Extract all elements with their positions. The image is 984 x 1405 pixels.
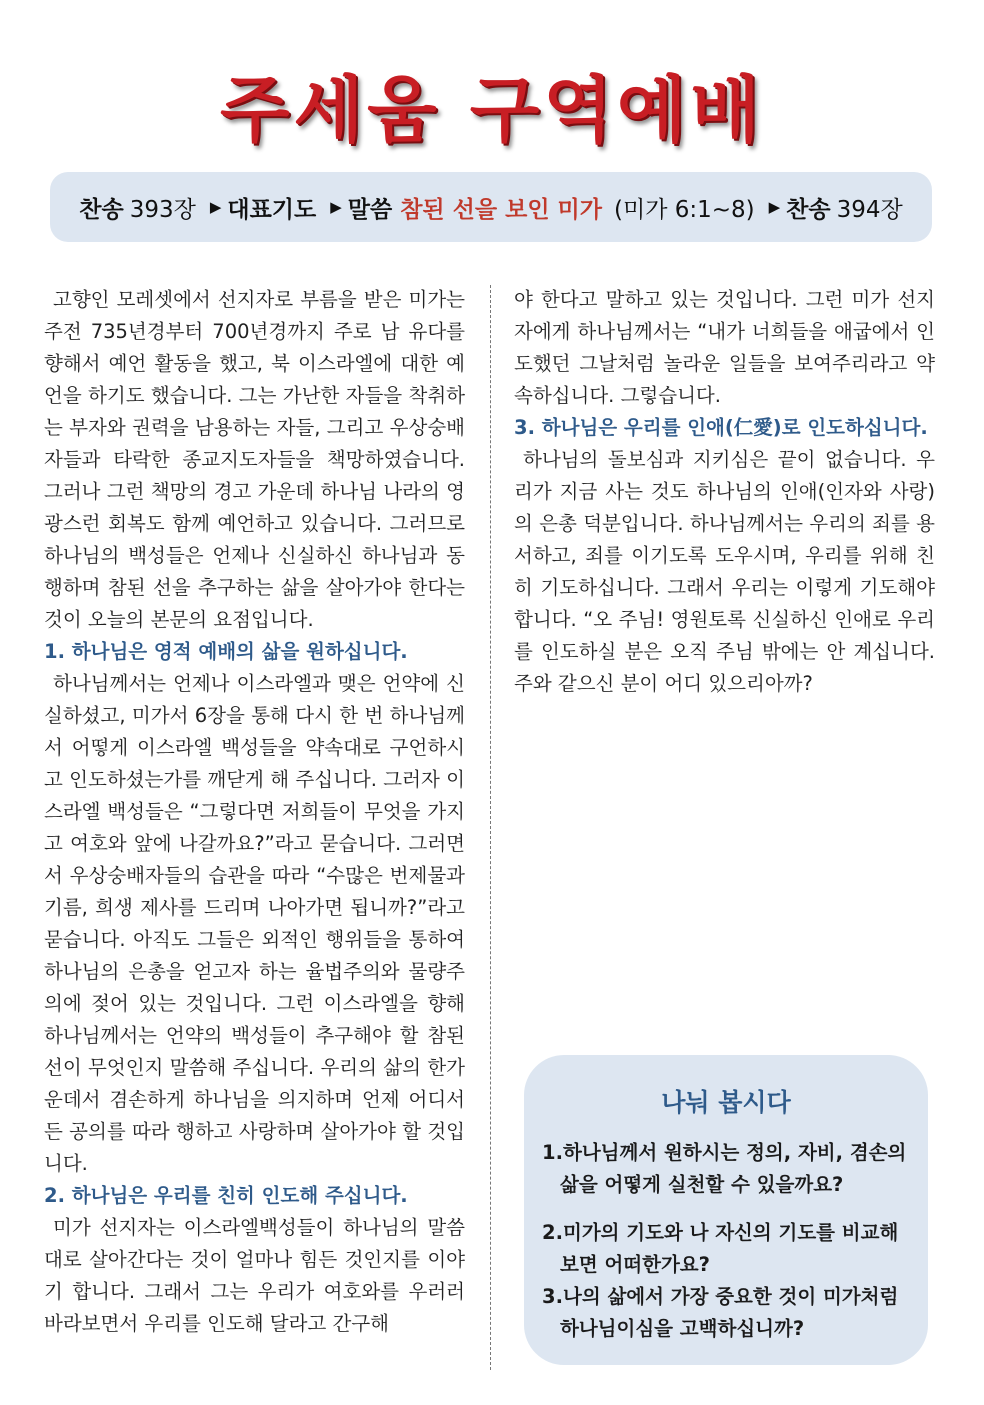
- sermon-title: 참된 선을 보인 미가: [400, 196, 602, 223]
- hymn2-number: 394장: [836, 196, 903, 223]
- point3-heading: 3. 하나님은 우리를 인애(仁愛)로 인도하십니다.: [514, 416, 928, 439]
- worship-order-bar: [50, 172, 932, 242]
- prayer-label: 대표기도: [227, 196, 317, 223]
- triangle-right-icon: ▶: [768, 198, 781, 216]
- discussion-title: 나눠 봅시다: [661, 1088, 791, 1117]
- discussion-box: [524, 1055, 928, 1365]
- point3-paragraph: 하나님의 돌보심과 지키심은 끝이 없습니다. 우리가 지금 사는 것도 하나님의 인애(인자와 사랑)의 은총 덕분입니다. 하나님께서는 우리의 죄를 용서하고, 죄를 이기도록 도우시며, 우리를 위해 친히 기도하십니다. 그래서 우리는 이렇게 기도해야 합니다. “오 주님! 영원토록 신실하신 인애로 우리를 인도하실 분은 오직 주님 밖에는 안 계십니다. 주와 같으신 분이 어디 있으리아까?: [514, 448, 935, 695]
- point2-paragraph-continued: 야 한다고 말하고 있는 것입니다. 그런 미가 선지자에게 하나님께서는 “내가 너희들을 애굽에서 인도했던 그날처럼 놀라운 일들을 보여주리라고 약속하십니다. 그렇습니다.: [514, 288, 935, 407]
- point2-heading: 2. 하나님은 우리를 친히 인도해 주십니다.: [44, 1184, 408, 1207]
- point2-paragraph-start: 미가 선지자는 이스라엘백성들이 하나님의 말씀대로 살아간다는 것이 얼마나 힘든 것인지를 이야기 합니다. 그래서 그는 우리가 여호와를 우러러 바라보면서 우리를 인도해 달라고 간구해: [44, 1216, 465, 1335]
- point1-heading: 1. 하나님은 영적 예배의 삶을 원하십니다.: [44, 640, 408, 663]
- left-column: [44, 284, 465, 1340]
- triangle-right-icon: ▶: [330, 198, 342, 216]
- point1-paragraph: 하나님께서는 언제나 이스라엘과 맺은 언약에 신실하셨고, 미가서 6장을 통해 다시 한 번 하나님께서 어떻게 이스라엘 백성들을 약속대로 구언하시고 인도하셨는가를 깨닫게 해 주십니다. 그러자 이스라엘 백성들은 “그렇다면 저희들이 무엇을 가지고 여호와 앞에 나갈까요?”라고 묻습니다. 그러면서 우상숭배자들의 습관을 따라 “수많은 번제물과 기름, 희생 제사를 드리며 나아가면 됩니까?”라고 묻습니다. 아직도 그들은 외적인 행위들을 통하여 하나님의 은총을 얻고자 하는 율법주의와 물량주의에 젖어 있는 것입니다. 그런 이스라엘을 향해 하나님께서는 언약의 백성들이 추구해야 할 참된 선이 무엇인지 말씀해 주십니다. 우리의 삶의 한가운데서 겸손하게 하나님을 의지하며 언제 어디서든 공의를 따라 행하고 사랑하며 살아가야 할 것입니다.: [44, 672, 465, 1175]
- sermon-label: 말씀: [347, 196, 393, 223]
- right-column: [514, 284, 935, 700]
- triangle-right-icon: ▶: [209, 198, 222, 216]
- hymn1-number: 393장: [129, 196, 196, 223]
- scripture-reference: (미가 6:1~8): [614, 196, 755, 223]
- discussion-question-3: 3.나의 삶에서 가장 중요한 것이 미가처럼 하나님이심을 고백하십니까?: [542, 1285, 899, 1340]
- column-divider: [490, 285, 491, 1370]
- intro-paragraph: 고향인 모레셋에서 선지자로 부름을 받은 미가는 주전 735년경부터 700년경까지 주로 남 유다를 향해서 예언 활동을 했고, 북 이스라엘에 대한 예언을 하기도 했습니다. 그는 가난한 자들을 착취하는 부자와 권력을 남용하는 자들, 그리고 우상숭배자들과 타락한 종교지도자들을 책망하였습니다. 그러나 그런 책망의 경고 가운데 하나님 나라의 영광스런 회복도 함께 예언하고 있습니다. 그러므로 하나님의 백성들은 언제나 신실하신 하나님과 동행하며 참된 선을 추구하는 삶을 살아가야 한다는 것이 오늘의 본문의 요점입니다.: [44, 288, 465, 631]
- hymn1-label: 찬송: [79, 196, 124, 223]
- page-title: 주세움 구역예배: [220, 68, 764, 152]
- discussion-question-2: 2.미가의 기도와 나 자신의 기도를 비교해 보면 어떠한가요?: [542, 1221, 899, 1276]
- discussion-question-1: 1.하나님께서 원하시는 정의, 자비, 겸손의 삶을 어떻게 실천할 수 있을까요?: [542, 1141, 907, 1196]
- hymn2-label: 찬송: [786, 196, 831, 223]
